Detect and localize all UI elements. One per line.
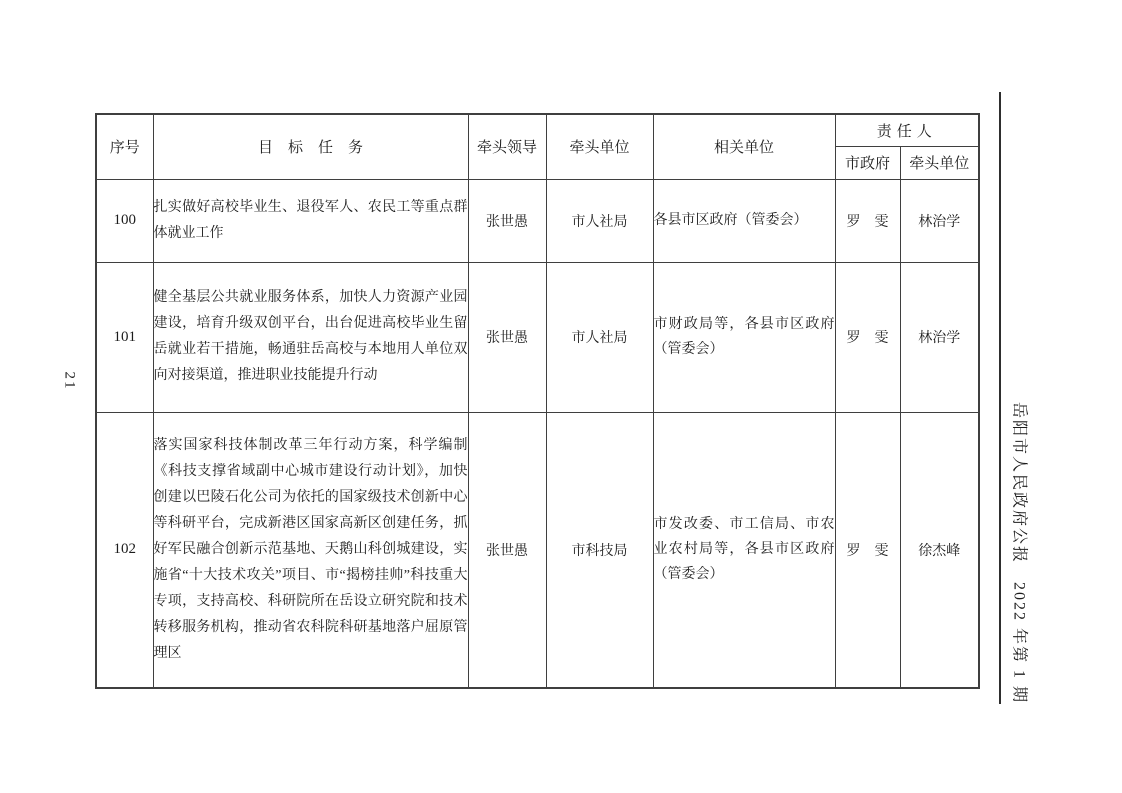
seq-cell: 101 (96, 262, 153, 412)
header-resp-lead-unit: 牵头单位 (900, 146, 979, 179)
lead-unit-cell: 市人社局 (546, 179, 653, 262)
header-responsible: 责任人 (835, 114, 979, 146)
related-units-cell: 市财政局等，各县市区政府（管委会） (653, 262, 835, 412)
resp-lead-unit-cell: 林治学 (900, 262, 979, 412)
lead-unit-cell: 市人社局 (546, 262, 653, 412)
seq-cell: 102 (96, 412, 153, 688)
task-cell: 落实国家科技体制改革三年行动方案，科学编制《科技支撑省域副中心城市建设行动计划》，加快创建以巴陵石化公司为依托的国家级技术创新中心等科研平台，完成新港区国家高新区创建任务，抓好军民融合创新示范基地、天鹅山科创城建设，实施省“十大技术攻关”项目、市“揭榜挂帅”科技重大专项，支持高校、科研院所在岳设立研究院和技术转移服务机构，推动省农科院科研基地落户屈原管理区 (153, 412, 468, 688)
resp-city-gov-cell: 罗 雯 (835, 179, 900, 262)
header-seq: 序号 (96, 114, 153, 179)
lead-leader-cell: 张世愚 (468, 412, 546, 688)
task-cell: 健全基层公共就业服务体系，加快人力资源产业园建设，培育升级双创平台，出台促进高校毕业生留岳就业若干措施，畅通驻岳高校与本地用人单位双向对接渠道，推进职业技能提升行动 (153, 262, 468, 412)
resp-city-gov-cell: 罗 雯 (835, 262, 900, 412)
gazette-title-vertical: 岳阳市人民政府公报 2022 年第 1 期 (1010, 401, 1028, 705)
header-lead-leader: 牵头领导 (468, 114, 546, 179)
table-row (96, 412, 979, 688)
table-row (96, 179, 979, 262)
task-cell: 扎实做好高校毕业生、退役军人、农民工等重点群体就业工作 (153, 179, 468, 262)
lead-leader-cell: 张世愚 (468, 179, 546, 262)
lead-leader-cell: 张世愚 (468, 262, 546, 412)
resp-lead-unit-cell: 林治学 (900, 179, 979, 262)
tasks-table (95, 113, 980, 689)
header-task: 目 标 任 务 (153, 114, 468, 179)
seq-cell: 100 (96, 179, 153, 262)
related-units-cell: 各县市区政府（管委会） (653, 179, 835, 262)
header-lead-unit: 牵头单位 (546, 114, 653, 179)
table-row (96, 262, 979, 412)
header-related-units: 相关单位 (653, 114, 835, 179)
header-resp-city-gov: 市政府 (835, 146, 900, 179)
page-number: 21 (61, 371, 78, 391)
related-units-cell: 市发改委、市工信局、市农业农村局等，各县市区政府（管委会） (653, 412, 835, 688)
resp-lead-unit-cell: 徐杰峰 (900, 412, 979, 688)
resp-city-gov-cell: 罗 雯 (835, 412, 900, 688)
lead-unit-cell: 市科技局 (546, 412, 653, 688)
sidebar-divider-line (999, 92, 1001, 704)
